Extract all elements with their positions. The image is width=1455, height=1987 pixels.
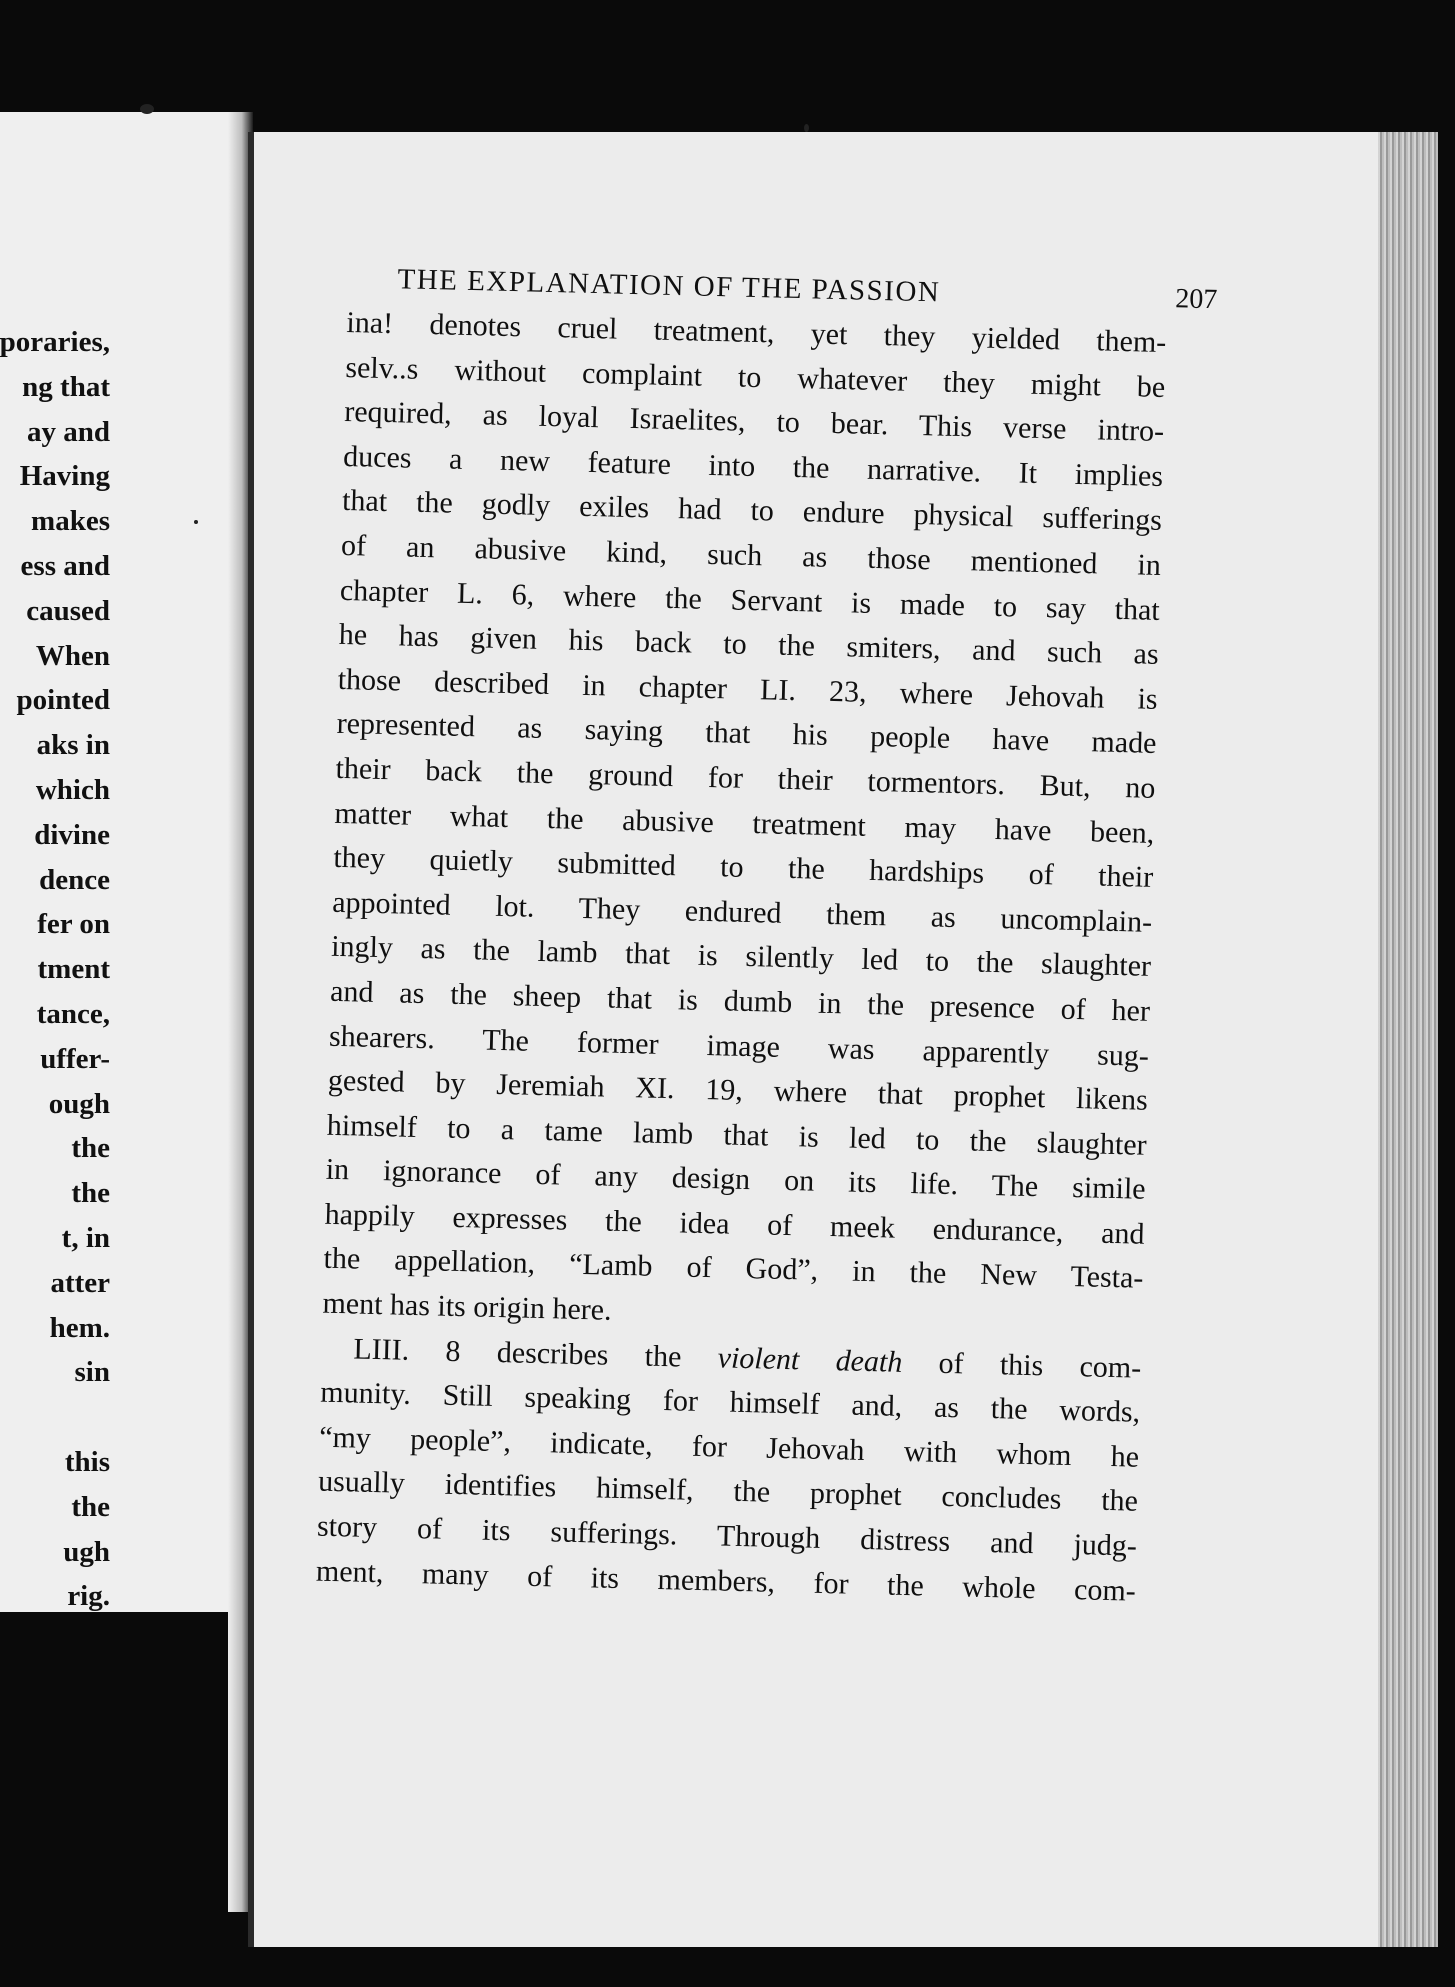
facing-page-line: makes — [31, 505, 110, 538]
text-line: story of its sufferings. Through distress and judg- — [316, 1509, 1138, 1563]
text-line: happily expresses the idea of meek endurance, and — [324, 1197, 1145, 1251]
facing-page-line: ough — [48, 1087, 110, 1120]
facing-page-line: poraries, — [0, 326, 110, 358]
text-line: required, as loyal Israelites, to bear. This verse intro- — [343, 395, 1165, 449]
text-line: their back the ground for their tormentors. But, no — [335, 751, 1156, 805]
text-line: ment, many of its members, for the whole com- — [315, 1554, 1137, 1608]
text-line: the appellation, “Lamb of God”, in the New Testa- — [323, 1242, 1144, 1296]
text-line: matter what the abusive treatment may have been, — [334, 796, 1155, 850]
facing-page-line — [0, 1395, 110, 1440]
text-line: he has given his back to the smiters, and such as — [338, 618, 1160, 672]
text-line: they quietly submitted to the hardships of their — [333, 840, 1154, 894]
text-line: duces a new feature into the narrative. It implies — [342, 439, 1164, 493]
emphasis-text: violent death — [717, 1341, 903, 1379]
paragraph-2 — [315, 1371, 1140, 1614]
facing-page-line: the — [71, 1177, 110, 1210]
facing-page-line: ugh — [63, 1535, 110, 1568]
page-text-block — [315, 262, 1218, 1614]
facing-page-line: rig. — [67, 1580, 110, 1612]
facing-page-line: tment — [37, 953, 110, 986]
text-line: chapter L. 6, where the Servant is made to say that — [339, 573, 1161, 627]
text-line: gested by Jeremiah XI. 19, where that prophet likens — [327, 1063, 1149, 1117]
facing-page-line: atter — [50, 1266, 110, 1299]
facing-page-line: pointed — [16, 684, 110, 717]
paragraph-1 — [322, 301, 1167, 1346]
text-line: ina! denotes cruel treatment, yet they yielded them- — [346, 305, 1167, 360]
text-line: ment has its origin here. — [322, 1286, 612, 1327]
text-run: describes the — [460, 1334, 719, 1375]
facing-page-line: ng that — [22, 370, 110, 403]
text-run: of this com- — [901, 1345, 1142, 1385]
text-line: usually identifies himself, the prophet concludes the — [317, 1465, 1139, 1519]
facing-page-line: divine — [34, 818, 110, 851]
book-page — [248, 132, 1438, 1947]
text-line: “my people”, indicate, for Jehovah with whom he — [318, 1420, 1140, 1474]
facing-page-text — [0, 320, 110, 1612]
page-fore-edge — [1378, 132, 1438, 1947]
text-line: selv..s without complaint to whatever they might be — [345, 350, 1166, 404]
text-line: that the godly exiles had to endure physical sufferings — [341, 484, 1163, 538]
facing-page-line: tance, — [36, 997, 110, 1030]
text-line: ingly as the lamb that is silently led to the slaughter — [330, 930, 1152, 984]
facing-page — [0, 112, 228, 1612]
scan-speck — [194, 520, 198, 524]
chapter-reference: LIII. 8 — [353, 1332, 461, 1368]
facing-page-line: uffer- — [40, 1042, 110, 1075]
facing-page-line: ess and — [20, 549, 110, 582]
facing-page-line: ay and — [26, 415, 110, 448]
text-line: appointed lot. They endured them as uncomplain- — [331, 885, 1153, 939]
text-line: of an abusive kind, such as those mentioned in — [340, 528, 1162, 582]
facing-page-line: the — [71, 1490, 110, 1523]
text-line: himself to a tame lamb that is led to the slaughter — [326, 1108, 1148, 1162]
facing-page-line: which — [35, 773, 110, 806]
facing-page-line: t, in — [61, 1221, 110, 1254]
facing-page-line: the — [71, 1132, 110, 1165]
facing-page-line: hem. — [49, 1311, 110, 1344]
text-line: and as the sheep that is dumb in the presence of her — [329, 974, 1151, 1028]
facing-page-line: sin — [74, 1356, 110, 1389]
text-line: represented as saying that his people have made — [336, 707, 1157, 761]
facing-page-line: fer on — [37, 908, 110, 941]
facing-page-line: caused — [26, 594, 110, 627]
text-line: shearers. The former image was apparently sug- — [328, 1019, 1150, 1073]
text-line: munity. Still speaking for himself and, as the words, — [319, 1375, 1141, 1429]
facing-page-line: this — [64, 1445, 110, 1478]
facing-page-line: dence — [39, 863, 110, 896]
page-gutter-edge — [248, 132, 254, 1947]
running-head-title: THE EXPLANATION OF THE PASSION — [397, 263, 941, 309]
scan-speck — [140, 104, 154, 114]
facing-page-line: When — [35, 639, 110, 672]
page-number: 207 — [1174, 283, 1218, 316]
facing-page-line: Having — [19, 460, 110, 493]
facing-page-line: aks in — [36, 729, 110, 762]
text-line: those described in chapter LI. 23, where Jehovah is — [337, 662, 1158, 716]
scan-speck — [804, 124, 809, 132]
text-line: in ignorance of any design on its life. The simile — [325, 1153, 1146, 1207]
